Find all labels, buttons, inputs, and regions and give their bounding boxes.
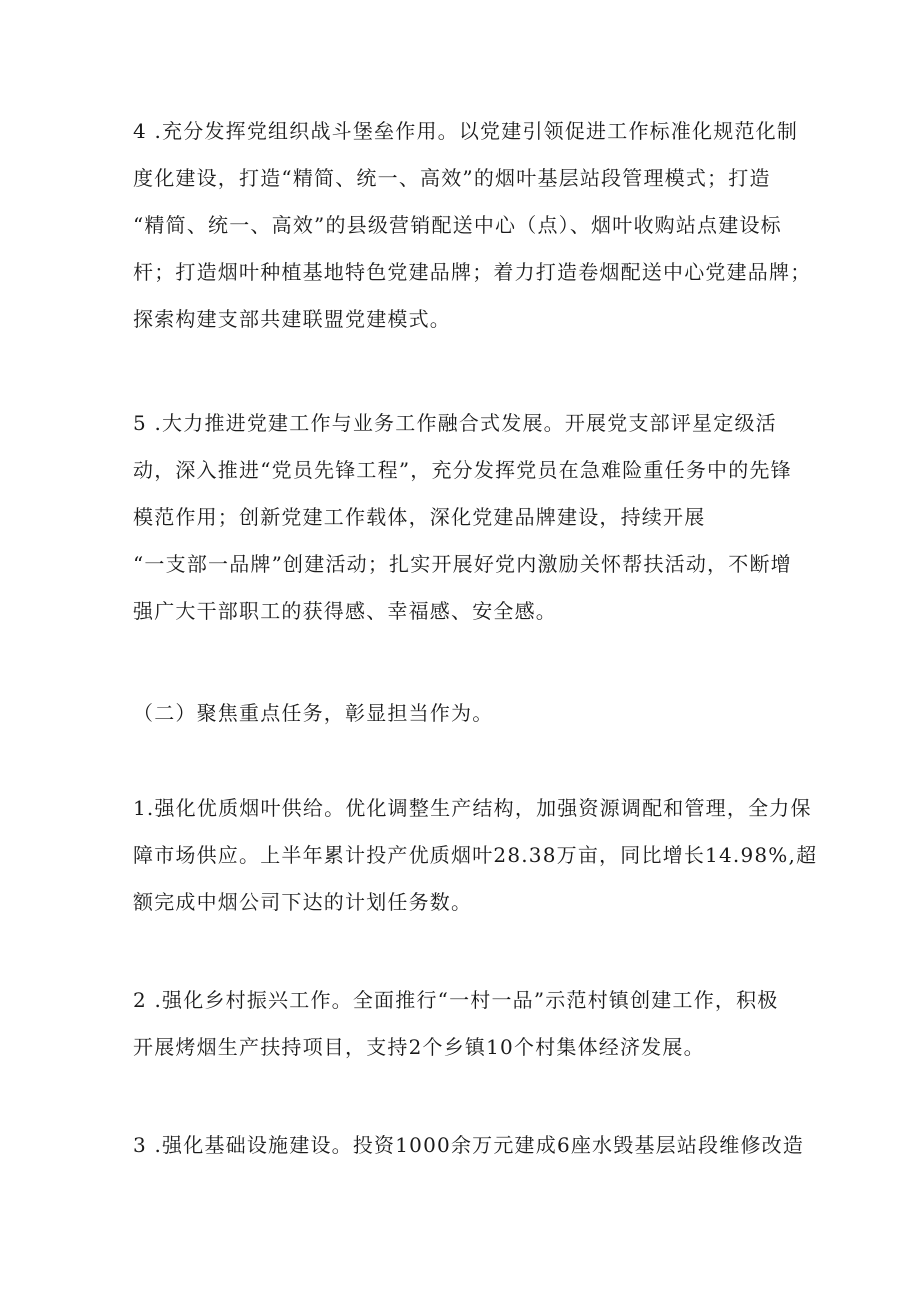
- text-line: 障市场供应。上半年累计投产优质烟叶28.38万亩，同比增长14.98%,超: [133, 843, 818, 867]
- text-line: 强广大干部职工的获得感、幸福感、安全感。: [133, 599, 557, 623]
- section-heading: [133, 690, 783, 737]
- paragraph-item-4: [133, 108, 812, 343]
- text-line: 1.强化优质烟叶供给。优化调整生产结构，加强资源调配和管理，全力保: [133, 796, 812, 820]
- text-line: 杆；打造烟叶种植基地特色党建品牌；着力打造卷烟配送中心党建品牌；: [133, 260, 812, 284]
- paragraph-item-5: [133, 400, 792, 635]
- paragraph-item-3: [133, 1122, 805, 1169]
- text-line: 模范作用；创新党建工作载体，深化党建品牌建设，持续开展: [133, 505, 706, 529]
- text-line: 度化建设，打造“精简、统一、高效”的烟叶基层站段管理模式；打造: [133, 166, 771, 190]
- text-line: 动，深入推进“党员先锋工程”，充分发挥党员在急难险重任务中的先锋: [133, 458, 792, 482]
- text-line: 3 .强化基础设施建设。投资1000余万元建成6座水毁基层站段维修改造: [133, 1133, 805, 1157]
- paragraph-item-2: [133, 977, 783, 1071]
- text-line: “一支部一品牌”创建活动；扎实开展好党内激励关怀帮扶活动，不断增: [133, 552, 792, 576]
- text-line: 4 .充分发挥党组织战斗堡垒作用。以党建引领促进工作标准化规范化制: [133, 119, 799, 143]
- text-line: “精简、统一、高效”的县级营销配送中心（点）、烟叶收购站点建设标: [133, 213, 782, 237]
- text-line: （二）聚焦重点任务，彰显担当作为。: [133, 701, 494, 725]
- text-line: 额完成中烟公司下达的计划任务数。: [133, 890, 473, 914]
- text-line: 2 .强化乡村振兴工作。全面推行“一村一品”示范村镇创建工作，积极: [133, 988, 779, 1012]
- paragraph-item-1: [133, 785, 818, 926]
- text-line: 开展烤烟生产扶持项目，支持2个乡镇10个村集体经济发展。: [133, 1035, 705, 1059]
- text-line: 探索构建支部共建联盟党建模式。: [133, 307, 451, 331]
- text-line: 5 .大力推进党建工作与业务工作融合式发展。开展党支部评星定级活: [133, 411, 777, 435]
